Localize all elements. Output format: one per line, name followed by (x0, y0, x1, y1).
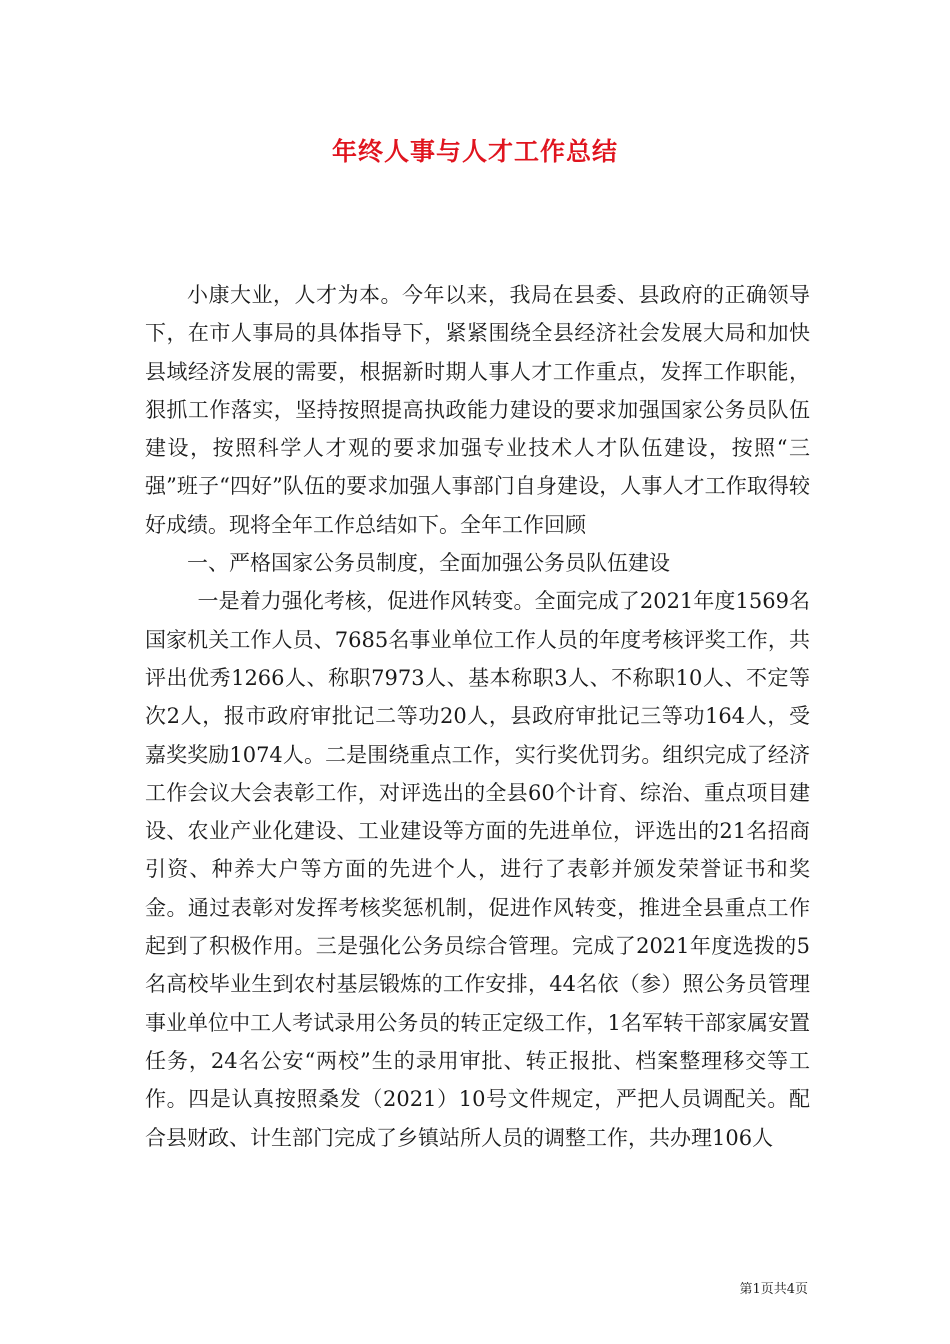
section-heading: 一、严格国家公务员制度，全面加强公务员队伍建设 (187, 551, 670, 576)
page-number: 第1页共4页 (739, 1282, 808, 1297)
document-body (145, 276, 810, 1157)
body-paragraph: 一是着力强化考核，促进作风转变。全面完成了2021年度1569名国家机关工作人员、7685名事业单位工作人员的年度考核评奖工作，共评出优秀1266人、称职7973人、基本称职3人、不称职10人、不定等次2人，报市政府审批记二等功20人，县政府审批记三等功164人，受嘉奖奖励1074人。二是围绕重点工作，实行奖优罚劣。组织完成了经济工作会议大会表彰工作，对评选出的全县60个计育、综治、重点项目建设、农业产业化建设、工业建设等方面的先进单位，评选出的21名招商引资、种养大户等方面的先进个人，进行了表彰并颁发荣誉证书和奖金。通过表彰对发挥考核奖惩机制，促进作风转变，推进全县重点工作起到了积极作用。三是强化公务员综合管理。完成了2021年度选拨的5名高校毕业生到农村基层锻炼的工作安排，44名依（参）照公务员管理事业单位中工人考试录用公务员的转正定级工作，1名军转干部家属安置任务，24名公安“两校”生的录用审批、转正报批、档案整理移交等工作。四是认真按照桑发（2021）10号文件规定，严把人员调配关。配合县财政、计生部门完成了乡镇站所人员的调整工作，共办理106人 (145, 589, 810, 1150)
document-title: 年终人事与人才工作总结 (331, 137, 618, 166)
intro-paragraph: 小康大业，人才为本。今年以来，我局在县委、县政府的正确领导下，在市人事局的具体指导下，紧紧围绕全县经济社会发展大局和加快县域经济发展的需要，根据新时期人事人才工作重点，发挥工作职能，狠抓工作落实，坚持按照提高执政能力建设的要求加强国家公务员队伍建设，按照科学人才观的要求加强专业技术人才队伍建设，按照“三强”班子“四好”队伍的要求加强人事部门自身建设，人事人才工作取得较好成绩。现将全年工作总结如下。全年工作回顾 (145, 283, 810, 537)
